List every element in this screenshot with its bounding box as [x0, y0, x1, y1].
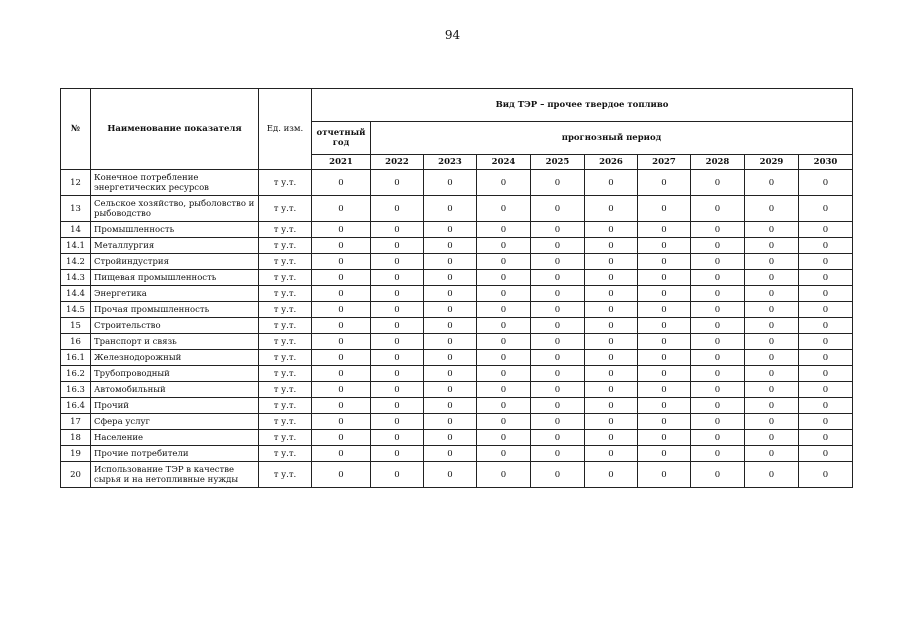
- row-value: 0: [477, 318, 531, 334]
- row-unit: т у.т.: [259, 238, 312, 254]
- row-unit: т у.т.: [259, 286, 312, 302]
- row-indicator-name: Прочие потребители: [91, 446, 259, 462]
- table-row: [61, 222, 853, 238]
- table-row: [61, 350, 853, 366]
- row-value: 0: [585, 286, 638, 302]
- table-row: [61, 270, 853, 286]
- row-value: 0: [638, 302, 691, 318]
- row-value: 0: [477, 238, 531, 254]
- row-value: 0: [371, 446, 424, 462]
- row-unit: т у.т.: [259, 334, 312, 350]
- row-value: 0: [799, 196, 853, 222]
- row-value: 0: [638, 270, 691, 286]
- row-value: 0: [477, 334, 531, 350]
- row-value: 0: [424, 238, 477, 254]
- row-number: 16.4: [61, 398, 91, 414]
- row-value: 0: [745, 238, 799, 254]
- row-value: 0: [531, 222, 585, 238]
- row-value: 0: [371, 318, 424, 334]
- row-number: 14.5: [61, 302, 91, 318]
- row-value: 0: [424, 286, 477, 302]
- row-indicator-name: Металлургия: [91, 238, 259, 254]
- page-number: 94: [444, 28, 461, 42]
- row-value: 0: [691, 446, 745, 462]
- table-row: [61, 196, 853, 222]
- header-unit: Ед. изм.: [259, 89, 312, 170]
- row-value: 0: [477, 350, 531, 366]
- row-value: 0: [745, 398, 799, 414]
- row-number: 19: [61, 446, 91, 462]
- row-value: 0: [477, 382, 531, 398]
- row-value: 0: [585, 318, 638, 334]
- row-value: 0: [424, 170, 477, 196]
- row-number: 14.2: [61, 254, 91, 270]
- row-value: 0: [638, 462, 691, 488]
- row-value: 0: [745, 270, 799, 286]
- row-value: 0: [799, 462, 853, 488]
- row-value: 0: [745, 462, 799, 488]
- row-value: 0: [691, 430, 745, 446]
- table-body: [61, 170, 853, 488]
- row-value: 0: [585, 366, 638, 382]
- row-unit: т у.т.: [259, 462, 312, 488]
- row-value: 0: [424, 414, 477, 430]
- row-value: 0: [745, 170, 799, 196]
- table-row: [61, 334, 853, 350]
- table-row: [61, 414, 853, 430]
- table-row: [61, 398, 853, 414]
- row-value: 0: [638, 254, 691, 270]
- row-value: 0: [371, 196, 424, 222]
- row-indicator-name: Стройиндустрия: [91, 254, 259, 270]
- row-value: 0: [531, 318, 585, 334]
- table-row: [61, 462, 853, 488]
- row-number: 20: [61, 462, 91, 488]
- row-value: 0: [531, 366, 585, 382]
- row-value: 0: [531, 196, 585, 222]
- row-value: 0: [691, 350, 745, 366]
- row-value: 0: [638, 286, 691, 302]
- row-value: 0: [424, 302, 477, 318]
- row-value: 0: [585, 334, 638, 350]
- row-indicator-name: Строительство: [91, 318, 259, 334]
- header-year: 2021: [312, 155, 371, 170]
- row-value: 0: [531, 446, 585, 462]
- row-value: 0: [638, 238, 691, 254]
- row-value: 0: [585, 446, 638, 462]
- table-row: [61, 170, 853, 196]
- row-value: 0: [585, 302, 638, 318]
- row-unit: т у.т.: [259, 366, 312, 382]
- row-indicator-name: Трубопроводный: [91, 366, 259, 382]
- row-value: 0: [531, 350, 585, 366]
- row-value: 0: [312, 382, 371, 398]
- row-value: 0: [312, 350, 371, 366]
- row-value: 0: [531, 238, 585, 254]
- row-value: 0: [371, 286, 424, 302]
- row-indicator-name: Прочий: [91, 398, 259, 414]
- row-value: 0: [424, 462, 477, 488]
- row-number: 12: [61, 170, 91, 196]
- row-number: 16.1: [61, 350, 91, 366]
- row-indicator-name: Использование ТЭР в качестве сырья и на нетопливные нужды: [91, 462, 259, 488]
- row-value: 0: [424, 196, 477, 222]
- row-value: 0: [799, 254, 853, 270]
- row-number: 18: [61, 430, 91, 446]
- row-value: 0: [585, 462, 638, 488]
- row-value: 0: [745, 382, 799, 398]
- row-value: 0: [531, 270, 585, 286]
- table-row: [61, 430, 853, 446]
- header-group-title: Вид ТЭР – прочее твердое топливо: [312, 89, 853, 122]
- row-value: 0: [312, 270, 371, 286]
- row-value: 0: [312, 334, 371, 350]
- row-unit: т у.т.: [259, 254, 312, 270]
- row-value: 0: [312, 398, 371, 414]
- row-value: 0: [745, 350, 799, 366]
- row-value: 0: [745, 196, 799, 222]
- row-value: 0: [799, 238, 853, 254]
- row-value: 0: [638, 196, 691, 222]
- row-value: 0: [312, 446, 371, 462]
- row-number: 15: [61, 318, 91, 334]
- header-year: 2023: [424, 155, 477, 170]
- row-value: 0: [424, 222, 477, 238]
- row-value: 0: [799, 446, 853, 462]
- row-value: 0: [799, 382, 853, 398]
- row-unit: т у.т.: [259, 170, 312, 196]
- row-value: 0: [477, 462, 531, 488]
- row-value: 0: [477, 286, 531, 302]
- row-value: 0: [585, 222, 638, 238]
- table-header: [61, 89, 853, 170]
- row-value: 0: [691, 238, 745, 254]
- row-value: 0: [691, 270, 745, 286]
- row-value: 0: [371, 414, 424, 430]
- row-number: 14.1: [61, 238, 91, 254]
- row-value: 0: [531, 254, 585, 270]
- row-unit: т у.т.: [259, 270, 312, 286]
- header-year: 2028: [691, 155, 745, 170]
- table-row: [61, 318, 853, 334]
- row-number: 16.2: [61, 366, 91, 382]
- table-row: [61, 366, 853, 382]
- row-value: 0: [585, 350, 638, 366]
- row-value: 0: [371, 462, 424, 488]
- row-value: 0: [424, 334, 477, 350]
- row-value: 0: [312, 196, 371, 222]
- row-indicator-name: Сфера услуг: [91, 414, 259, 430]
- header-name: Наименование показателя: [91, 89, 259, 170]
- row-value: 0: [531, 414, 585, 430]
- row-value: 0: [312, 462, 371, 488]
- row-value: 0: [745, 318, 799, 334]
- row-indicator-name: Железнодорожный: [91, 350, 259, 366]
- row-value: 0: [799, 222, 853, 238]
- header-year: 2030: [799, 155, 853, 170]
- row-value: 0: [799, 366, 853, 382]
- row-indicator-name: Транспорт и связь: [91, 334, 259, 350]
- row-indicator-name: Сельское хозяйство, рыболовство и рыбоводство: [91, 196, 259, 222]
- row-value: 0: [477, 414, 531, 430]
- row-value: 0: [477, 398, 531, 414]
- row-value: 0: [424, 318, 477, 334]
- row-value: 0: [371, 254, 424, 270]
- row-value: 0: [312, 170, 371, 196]
- row-number: 16: [61, 334, 91, 350]
- row-value: 0: [477, 302, 531, 318]
- header-num: №: [61, 89, 91, 170]
- row-value: 0: [424, 270, 477, 286]
- row-number: 14.4: [61, 286, 91, 302]
- row-unit: т у.т.: [259, 222, 312, 238]
- row-value: 0: [531, 302, 585, 318]
- row-unit: т у.т.: [259, 382, 312, 398]
- row-value: 0: [585, 170, 638, 196]
- fuel-balance-table-container: [60, 88, 853, 488]
- row-value: 0: [691, 414, 745, 430]
- row-value: 0: [371, 334, 424, 350]
- row-value: 0: [371, 238, 424, 254]
- table-row: [61, 238, 853, 254]
- row-value: 0: [691, 170, 745, 196]
- row-value: 0: [371, 270, 424, 286]
- row-number: 17: [61, 414, 91, 430]
- row-value: 0: [477, 254, 531, 270]
- row-value: 0: [799, 318, 853, 334]
- table-row: [61, 446, 853, 462]
- row-value: 0: [638, 414, 691, 430]
- row-value: 0: [638, 350, 691, 366]
- header-year: 2022: [371, 155, 424, 170]
- row-value: 0: [799, 270, 853, 286]
- row-value: 0: [638, 382, 691, 398]
- row-value: 0: [585, 382, 638, 398]
- fuel-balance-table: [60, 88, 853, 488]
- header-year: 2024: [477, 155, 531, 170]
- row-value: 0: [531, 430, 585, 446]
- header-year: 2029: [745, 155, 799, 170]
- row-value: 0: [691, 366, 745, 382]
- row-value: 0: [371, 222, 424, 238]
- row-value: 0: [312, 318, 371, 334]
- row-value: 0: [745, 446, 799, 462]
- row-indicator-name: Энергетика: [91, 286, 259, 302]
- row-unit: т у.т.: [259, 318, 312, 334]
- row-value: 0: [799, 334, 853, 350]
- row-indicator-name: Промышленность: [91, 222, 259, 238]
- row-number: 16.3: [61, 382, 91, 398]
- row-value: 0: [477, 222, 531, 238]
- row-value: 0: [691, 382, 745, 398]
- row-value: 0: [371, 430, 424, 446]
- row-value: 0: [371, 382, 424, 398]
- row-value: 0: [531, 286, 585, 302]
- row-value: 0: [691, 318, 745, 334]
- table-row: [61, 302, 853, 318]
- row-unit: т у.т.: [259, 398, 312, 414]
- row-number: 13: [61, 196, 91, 222]
- row-value: 0: [477, 430, 531, 446]
- table-row: [61, 254, 853, 270]
- row-value: 0: [799, 430, 853, 446]
- row-value: 0: [638, 222, 691, 238]
- row-unit: т у.т.: [259, 196, 312, 222]
- header-report-year: отчетный год: [312, 122, 371, 155]
- row-value: 0: [691, 196, 745, 222]
- row-value: 0: [312, 302, 371, 318]
- row-value: 0: [745, 302, 799, 318]
- row-value: 0: [745, 414, 799, 430]
- row-value: 0: [477, 170, 531, 196]
- row-value: 0: [312, 238, 371, 254]
- row-value: 0: [638, 398, 691, 414]
- header-forecast-period: прогнозный период: [371, 122, 853, 155]
- row-indicator-name: Конечное потребление энергетических ресурсов: [91, 170, 259, 196]
- row-value: 0: [312, 366, 371, 382]
- row-value: 0: [638, 446, 691, 462]
- row-indicator-name: Прочая промышленность: [91, 302, 259, 318]
- row-value: 0: [531, 170, 585, 196]
- row-value: 0: [585, 254, 638, 270]
- row-value: 0: [638, 334, 691, 350]
- header-year: 2027: [638, 155, 691, 170]
- table-row: [61, 286, 853, 302]
- row-value: 0: [638, 430, 691, 446]
- row-indicator-name: Население: [91, 430, 259, 446]
- row-value: 0: [691, 334, 745, 350]
- row-value: 0: [312, 286, 371, 302]
- row-value: 0: [638, 366, 691, 382]
- row-value: 0: [477, 446, 531, 462]
- row-value: 0: [799, 170, 853, 196]
- row-value: 0: [312, 414, 371, 430]
- row-value: 0: [371, 398, 424, 414]
- table-row: [61, 382, 853, 398]
- row-value: 0: [424, 254, 477, 270]
- row-unit: т у.т.: [259, 350, 312, 366]
- row-value: 0: [424, 446, 477, 462]
- row-value: 0: [691, 286, 745, 302]
- row-value: 0: [531, 334, 585, 350]
- row-value: 0: [424, 382, 477, 398]
- row-value: 0: [691, 254, 745, 270]
- row-value: 0: [799, 350, 853, 366]
- row-value: 0: [424, 350, 477, 366]
- row-value: 0: [371, 302, 424, 318]
- row-value: 0: [745, 286, 799, 302]
- row-value: 0: [371, 170, 424, 196]
- row-value: 0: [371, 366, 424, 382]
- row-value: 0: [531, 462, 585, 488]
- row-value: 0: [638, 170, 691, 196]
- row-value: 0: [477, 196, 531, 222]
- row-value: 0: [799, 286, 853, 302]
- row-value: 0: [745, 366, 799, 382]
- row-value: 0: [691, 398, 745, 414]
- row-value: 0: [745, 430, 799, 446]
- row-unit: т у.т.: [259, 430, 312, 446]
- row-unit: т у.т.: [259, 302, 312, 318]
- row-value: 0: [477, 366, 531, 382]
- row-value: 0: [477, 270, 531, 286]
- row-value: 0: [745, 334, 799, 350]
- row-indicator-name: Автомобильный: [91, 382, 259, 398]
- row-value: 0: [799, 302, 853, 318]
- row-value: 0: [424, 430, 477, 446]
- row-value: 0: [691, 462, 745, 488]
- row-value: 0: [531, 398, 585, 414]
- row-number: 14.3: [61, 270, 91, 286]
- row-value: 0: [585, 398, 638, 414]
- header-year: 2025: [531, 155, 585, 170]
- row-value: 0: [585, 270, 638, 286]
- row-value: 0: [585, 238, 638, 254]
- row-value: 0: [745, 222, 799, 238]
- row-value: 0: [312, 254, 371, 270]
- row-value: 0: [691, 222, 745, 238]
- row-value: 0: [371, 350, 424, 366]
- row-value: 0: [585, 430, 638, 446]
- row-unit: т у.т.: [259, 446, 312, 462]
- row-value: 0: [585, 414, 638, 430]
- row-value: 0: [531, 382, 585, 398]
- row-value: 0: [424, 398, 477, 414]
- row-value: 0: [585, 196, 638, 222]
- row-value: 0: [638, 318, 691, 334]
- row-value: 0: [745, 254, 799, 270]
- row-value: 0: [691, 302, 745, 318]
- header-year: 2026: [585, 155, 638, 170]
- row-value: 0: [424, 366, 477, 382]
- row-value: 0: [799, 414, 853, 430]
- row-value: 0: [799, 398, 853, 414]
- row-value: 0: [312, 430, 371, 446]
- row-number: 14: [61, 222, 91, 238]
- row-unit: т у.т.: [259, 414, 312, 430]
- row-value: 0: [312, 222, 371, 238]
- row-indicator-name: Пищевая промышленность: [91, 270, 259, 286]
